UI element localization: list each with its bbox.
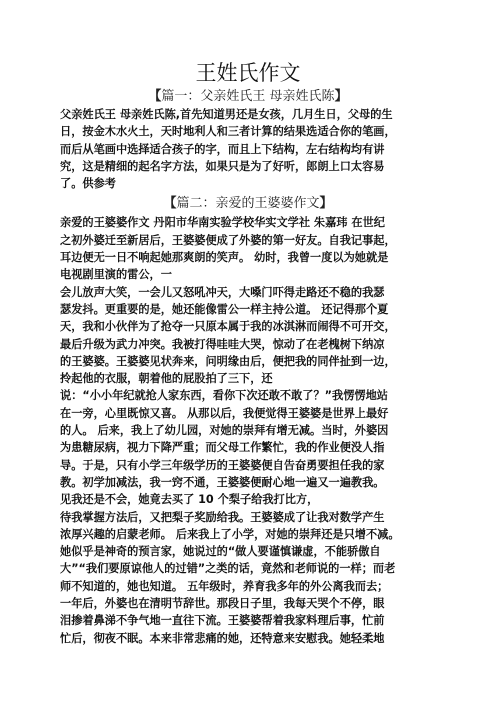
text-line: 之初外婆迁至新居后，王婆婆便成了外婆的第一好友。自我记事起，: [60, 233, 396, 247]
text-line: 会儿放声大笑，一会儿又怒吼冲天，大嗓门吓得走路还不稳的我瑟: [60, 285, 385, 299]
heading-text: 篇二：亲爱的王婆婆作文: [176, 196, 320, 212]
section-paragraph-2: [60, 214, 436, 646]
text-line: 的人。 后来，我上了幼儿园，对她的崇拜有增无减。当时，外婆因: [60, 424, 389, 438]
text-line: 天，我和小伙伴为了抢夺一只原本属于我的冰淇淋而闹得不可开交，: [60, 320, 396, 334]
text-line: 为患糖尿病，视力下降严重；而父母工作繁忙，我的作业便没人指: [60, 441, 385, 455]
text-line: 她似乎是神奇的预言家，她说过的“做人要谨慎谦虚，不能骄傲自: [60, 545, 381, 559]
text-line: 在一旁，心里既惊又喜。 从那以后，我便觉得王婆婆是世界上最好: [60, 406, 389, 420]
text-line: 父亲姓氏王 母亲姓氏陈,首先知道男还是女孩，几月生日，父母的生: [60, 108, 393, 121]
text-line: 导。于是，只有小学三年级学历的王婆婆便自告奋勇要担任我的家: [60, 458, 385, 472]
text-line: 电视剧里演的雷公，一: [60, 268, 172, 282]
text-line: 师不知道的，她也知道。 五年级时，养育我多年的外公离我而去；: [60, 579, 389, 593]
section-heading-2: [60, 195, 436, 213]
text-line: 浓厚兴趣的启蒙老师。 后来我上了小学，对她的崇拜还是只增不减。: [60, 527, 400, 541]
text-line: 日，按金木水火土，天时地利人和三者计算的结果选适合你的笔画，: [60, 125, 396, 139]
text-line: 究，这是精细的起名字方法，如果只是为了好听，郎朗上口太容易: [60, 159, 385, 173]
heading-text: 篇一：父亲姓氏王 母亲姓氏陈: [161, 89, 335, 104]
heading-bracket-close: 】: [334, 89, 348, 104]
text-line: 最后升级为武力冲突。我被打得哇哇大哭，惊动了在老槐树下纳凉: [60, 337, 385, 351]
text-line: 忙后，彻夜不眠。本来非常悲痛的她，还特意来安慰我。她轻柔地: [60, 631, 385, 645]
section-paragraph-1: [60, 106, 436, 192]
heading-bracket-open: 【: [148, 89, 162, 104]
text-line: 了。供参考: [60, 177, 116, 191]
text-line: 拎起他的衣服，朝着他的屁股拍了三下，还: [60, 372, 273, 386]
text-line: 说：“小小年纪就抢人家东西，看你下次还敢不敢了？”我愣愣地站: [60, 389, 388, 403]
text-line: 见我还是不会，她竟去买了 10 个梨子给我打比方，: [60, 493, 319, 507]
text-line: 泪掺着鼻涕不争气地一直往下流。王婆婆帮着我家料理后事，忙前: [60, 614, 385, 628]
text-line: 大”“我们要原谅他人的过错”之类的话，竟然和老师说的一样；而老: [60, 562, 396, 576]
heading-bracket-open: 【: [163, 196, 177, 212]
text-line: 的王婆婆。王婆婆见状奔来，问明缘由后，便把我的同伴扯到一边，: [60, 354, 396, 368]
section-heading-1: [60, 88, 436, 106]
text-line: 耳边便无一日不响起她那爽朗的笑声。 幼时，我曾一度以为她就是: [60, 251, 389, 265]
text-line: 教。初学加减法，我一窍不通，王婆婆便耐心地一遍又一遍教我。: [60, 475, 385, 489]
text-line: 待我掌握方法后，又把梨子奖励给我。王婆婆成了让我对数学产生: [60, 510, 385, 524]
text-line: 而后从笔画中选择适合孩子的字，而且上下结构，左右结构均有讲: [60, 142, 385, 156]
text-line: 亲爱的王婆婆作文 丹阳市华南实验学校华实文学社 朱嘉玮 在世纪: [60, 216, 385, 230]
heading-bracket-close: 】: [319, 196, 333, 212]
text-line: 一年后，外婆也在清明节辞世。那段日子里，我每天哭个不停，眼: [60, 597, 385, 611]
document-title: 王姓氏作文: [195, 61, 301, 85]
text-line: 瑟发抖。更重要的是，她还能像雷公一样主持公道。 还记得那个夏: [60, 302, 389, 316]
